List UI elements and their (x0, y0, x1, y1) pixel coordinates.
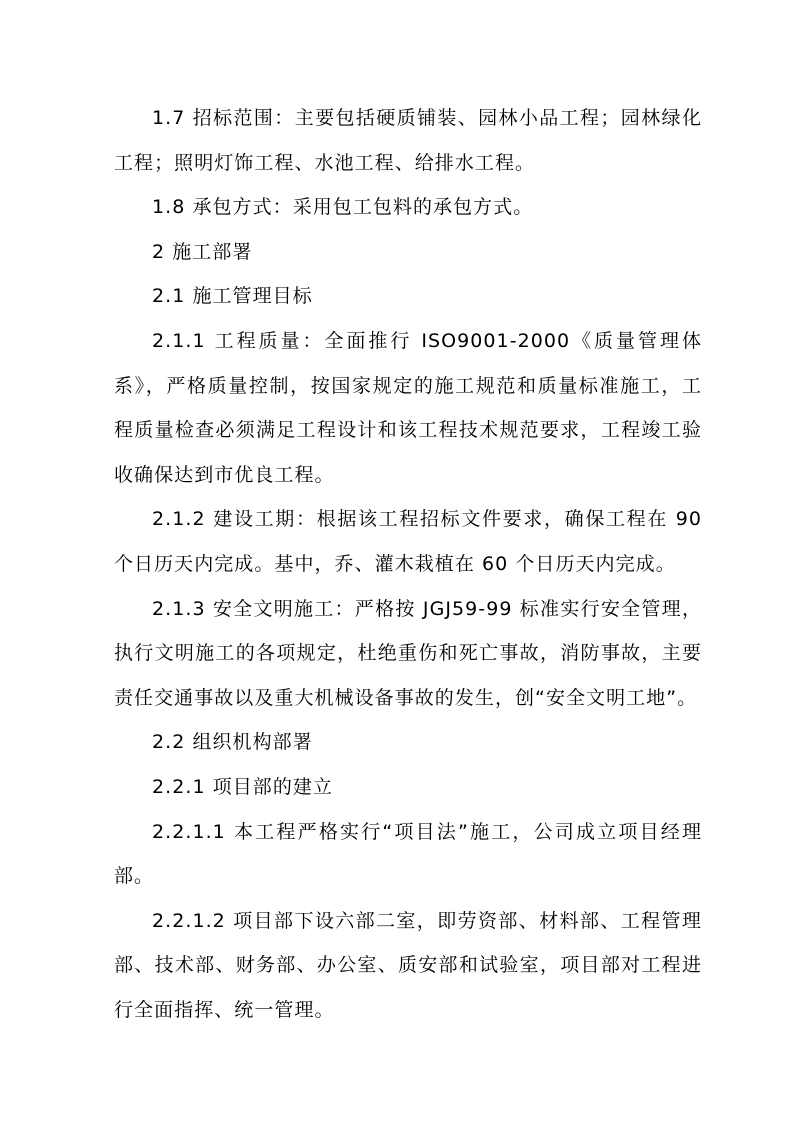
paragraph-quality: 2.1.1 工程质量：全面推行 ISO9001-2000《质量管理体系》，严格质量控制，按国家规定的施工规范和质量标准施工，工程质量检查必须满足工程设计和该工程技术规范要求，工程竣工验收确保达到市优良工程。 (114, 329, 702, 486)
paragraph-scope: 1.7 招标范围：主要包括硬质铺装、园林小品工程；园林绿化工程；照明灯饰工程、水池工程、给排水工程。 (114, 107, 702, 174)
paragraph-project-law: 2.2.1.1 本工程严格实行“项目法”施工，公司成立项目经理部。 (114, 820, 702, 888)
paragraph-schedule: 2.1.2 建设工期：根据该工程招标文件要求，确保工程在 90 个日历天内完成。基中，乔、灌木栽植在 60 个日历天内完成。 (114, 508, 702, 575)
paragraph-departments: 2.2.1.2 项目部下设六部二室，即劳资部、材料部、工程管理部、技术部、财务部、办公室、质安部和试验室，项目部对工程进行全面指挥、统一管理。 (114, 909, 702, 1021)
heading-project-department: 2.2.1 项目部的建立 (152, 775, 333, 798)
paragraph-safety: 2.1.3 安全文明施工：严格按 JGJ59-99 标准实行安全管理，执行文明施工的各项规定，杜绝重伤和死亡事故，消防事故，主要责任交通事故以及重大机械设备事故的发生，创“安全文明工地”。 (114, 597, 702, 709)
paragraph-contract-method: 1.8 承包方式：采用包工包料的承包方式。 (152, 196, 534, 219)
heading-management-goals: 2.1 施工管理目标 (152, 285, 313, 308)
document-body (114, 96, 702, 1032)
heading-organization: 2.2 组织机构部署 (152, 731, 313, 754)
heading-construction-deployment: 2 施工部署 (152, 240, 253, 263)
